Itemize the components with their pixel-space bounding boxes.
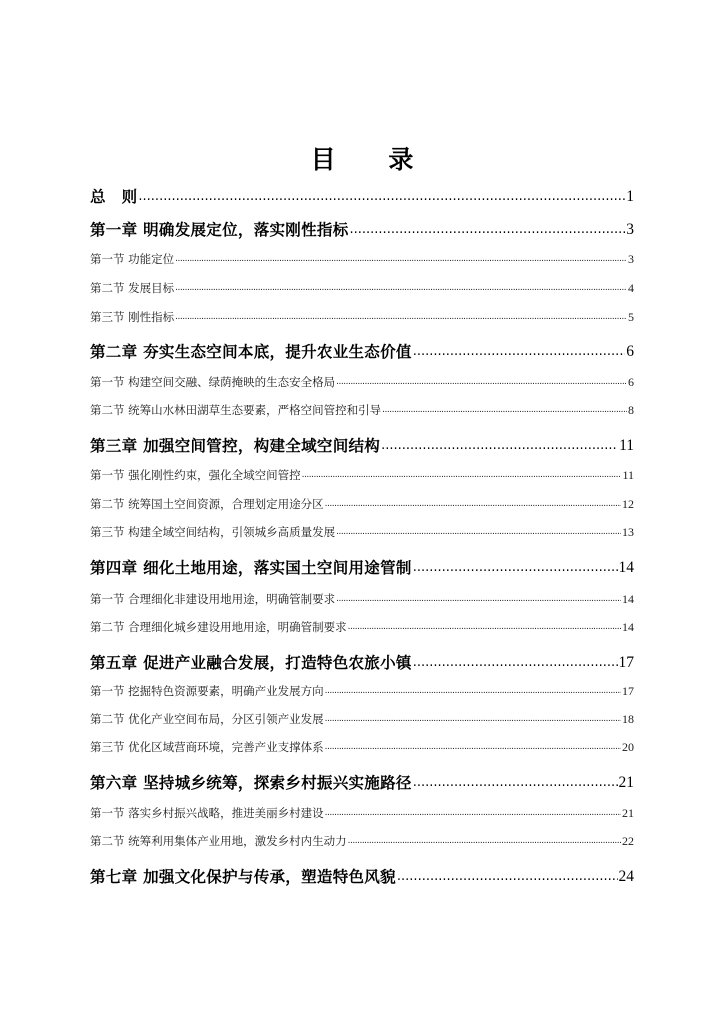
dot-leader	[348, 619, 621, 635]
toc-entry-label: 第一节 合理细化非建设用地用途，明确管制要求	[90, 592, 336, 606]
toc-page-number: 12	[622, 497, 634, 511]
toc-chapter-entry	[90, 558, 634, 578]
dot-leader	[175, 280, 627, 296]
toc-section-entry	[90, 805, 634, 821]
toc-page-number: 14	[622, 592, 634, 606]
toc-section-entry	[90, 251, 634, 267]
dot-leader	[413, 558, 618, 578]
toc-entry-label: 第五章 促进产业融合发展，打造特色农旅小镇	[90, 654, 412, 672]
toc-entry-label: 第二节 统筹山水林田湖草生态要素，严格空间管控和引导	[90, 403, 382, 417]
dot-leader	[350, 220, 626, 240]
toc-section-entry	[90, 374, 634, 390]
toc-section-entry	[90, 524, 634, 540]
dot-leader	[138, 187, 625, 207]
toc-section-entry	[90, 711, 634, 727]
toc-entry-label: 第三节 优化区域营商环境，完善产业支撑体系	[90, 740, 324, 754]
toc-page-number: 1	[626, 188, 634, 205]
toc-section-entry	[90, 402, 634, 418]
dot-leader	[336, 374, 627, 390]
toc-section-entry	[90, 591, 634, 607]
toc-entry-label: 第二节 统筹利用集体产业用地，激发乡村内生动力	[90, 834, 347, 848]
toc-page-number: 5	[628, 310, 634, 324]
dot-leader	[325, 683, 621, 699]
toc-page-number: 3	[628, 252, 634, 266]
toc-entry-label: 第一节 功能定位	[90, 252, 175, 266]
toc-page-number: 21	[618, 774, 634, 791]
toc-entry-label: 第一章 明确发展定位，落实刚性指标	[90, 221, 349, 239]
toc-page-number: 14	[622, 620, 634, 634]
toc-page-number: 4	[628, 281, 634, 295]
toc-page-number: 17	[622, 684, 634, 698]
page-title: 目 录	[310, 145, 436, 174]
toc-page-number: 11	[622, 468, 634, 482]
toc-entry-label: 第四章 细化土地用途，落实国土空间用途管制	[90, 559, 412, 577]
toc-page-number: 8	[628, 403, 634, 417]
dot-leader	[175, 309, 627, 325]
toc-chapter-entry	[90, 436, 634, 456]
toc-entry-label: 第二节 发展目标	[90, 281, 175, 295]
toc-page-number: 17	[618, 654, 634, 671]
toc-page-number: 24	[618, 868, 634, 885]
dot-leader	[175, 251, 627, 267]
toc-entry-label: 第一节 挖掘特色资源要素，明确产业发展方向	[90, 684, 324, 698]
toc-entry-label: 第二节 合理细化城乡建设用地用途，明确管制要求	[90, 620, 347, 634]
dot-leader	[325, 739, 621, 755]
toc-page-number: 14	[618, 559, 634, 576]
toc-section-entry	[90, 739, 634, 755]
toc-chapter-entry	[90, 187, 634, 207]
dot-leader	[397, 867, 618, 887]
toc-chapter-entry	[90, 653, 634, 673]
toc-page-number: 6	[628, 375, 634, 389]
toc-section-entry	[90, 683, 634, 699]
toc-page-number: 3	[626, 221, 634, 238]
toc-entry-label: 第一节 强化刚性约束，强化全域空间管控	[90, 468, 301, 482]
dot-leader	[381, 436, 618, 456]
toc-chapter-entry	[90, 773, 634, 793]
toc-entry-label: 第二节 统筹国土空间资源，合理划定用途分区	[90, 497, 324, 511]
toc-entry-label: 第一节 落实乡村振兴战略，推进美丽乡村建设	[90, 806, 324, 820]
toc-section-entry	[90, 467, 634, 483]
dot-leader	[336, 524, 621, 540]
toc-chapter-entry	[90, 342, 634, 362]
dot-leader	[348, 833, 621, 849]
toc-page-number: 18	[622, 712, 634, 726]
toc-section-entry	[90, 309, 634, 325]
toc-chapter-entry	[90, 867, 634, 887]
toc-entry-label: 第三节 刚性指标	[90, 310, 175, 324]
toc-entry-label: 第七章 加强文化保护与传承，塑造特色风貌	[90, 868, 396, 886]
toc-section-entry	[90, 833, 634, 849]
toc-chapter-entry	[90, 220, 634, 240]
dot-leader	[325, 496, 621, 512]
dot-leader	[325, 711, 621, 727]
dot-leader	[325, 805, 621, 821]
toc-entry-label: 总 则	[90, 188, 138, 206]
toc-entry-label: 第二节 优化产业空间布局，分区引领产业发展	[90, 712, 324, 726]
toc-entry-label: 第三章 加强空间管控，构建全域空间结构	[90, 437, 381, 455]
toc-entry-label: 第六章 坚持城乡统筹，探索乡村振兴实施路径	[90, 774, 412, 792]
toc-section-entry	[90, 619, 634, 635]
dot-leader	[302, 467, 622, 483]
dot-leader	[413, 653, 618, 673]
toc-entry-label: 第三节 构建全域空间结构，引领城乡高质量发展	[90, 525, 336, 539]
dot-leader	[413, 773, 618, 793]
toc-page-number: 11	[619, 437, 634, 454]
toc-section-entry	[90, 496, 634, 512]
dot-leader	[413, 342, 626, 362]
dot-leader	[382, 402, 627, 418]
toc-entry-label: 第一节 构建空间交融、绿荫掩映的生态安全格局	[90, 375, 336, 389]
toc-page-number: 20	[622, 740, 634, 754]
toc-section-entry	[90, 280, 634, 296]
dot-leader	[336, 591, 621, 607]
toc-page-number: 21	[622, 806, 634, 820]
toc-entry-label: 第二章 夯实生态空间本底，提升农业生态价值	[90, 343, 412, 361]
toc-page-number: 22	[622, 834, 634, 848]
toc-page-number: 13	[622, 525, 634, 539]
toc-page-number: 6	[626, 343, 634, 360]
